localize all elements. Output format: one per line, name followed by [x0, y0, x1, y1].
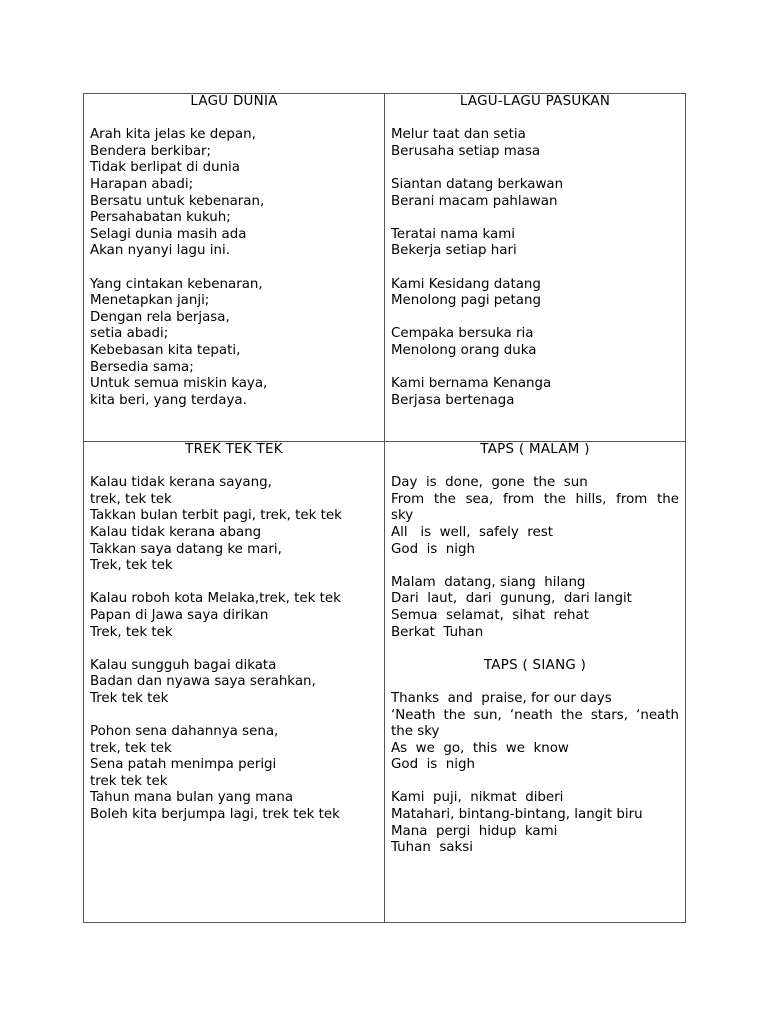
lyric-line: Kami puji, nikmat diberi — [391, 790, 564, 806]
cell-taps — [385, 442, 686, 923]
lyric-line: Kami Kesidang datang — [391, 276, 541, 292]
lyric-line: Tidak berlipat di dunia — [90, 160, 240, 176]
lyric-line: Dari laut, dari gunung, dari langit — [391, 591, 632, 607]
songs-table — [83, 93, 686, 923]
lyric-line: trek, tek tek — [90, 491, 172, 507]
lyric-line: Thanks and praise, for our days — [391, 690, 612, 706]
lyric-line: Bersedia sama; — [90, 359, 194, 375]
lyric-line: Yang cintakan kebenaran, — [90, 276, 263, 292]
lyric-line: Menolong orang duka — [391, 342, 537, 358]
lyric-line: Siantan datang berkawan — [391, 176, 564, 192]
lyrics-taps-siang — [391, 691, 679, 857]
song-title-lagu-dunia: LAGU DUNIA — [190, 94, 278, 109]
lyric-line: Tuhan saksi — [391, 840, 473, 856]
cell-lagu-lagu-pasukan — [385, 94, 686, 442]
lyric-line: Malam datang, siang hilang — [391, 574, 586, 590]
song-title-taps-malam: TAPS ( MALAM ) — [480, 442, 590, 457]
lyric-line: Matahari, bintang-bintang, langit biru — [391, 807, 643, 823]
lyric-line: sky — [391, 508, 414, 524]
lyric-line: God is nigh — [391, 757, 475, 773]
song-title-lagu-lagu-pasukan: LAGU-LAGU PASUKAN — [459, 94, 611, 109]
lyric-line: Arah kita jelas ke depan, — [90, 127, 256, 143]
lyric-line: Trek, tek tek — [90, 624, 173, 640]
lyric-line: Tahun mana bulan yang mana — [90, 790, 294, 806]
lyric-line: Selagi dunia masih ada — [90, 226, 247, 242]
lyric-line: Kalau tidak kerana abang — [90, 524, 262, 540]
lyric-line: Boleh kita berjumpa lagi, trek tek tek — [90, 807, 340, 823]
lyric-line: Untuk semua miskin kaya, — [90, 376, 268, 392]
lyric-line: Bersatu untuk kebenaran, — [90, 193, 265, 209]
lyric-line: All is well, safely rest — [391, 524, 553, 540]
lyric-line: Menetapkan janji; — [90, 293, 210, 309]
lyric-line: Persahabatan kukuh; — [90, 210, 231, 226]
lyric-line: Pohon sena dahannya sena, — [90, 724, 279, 740]
lyric-line: Badan dan nyawa saya serahkan, — [90, 674, 316, 690]
lyric-line: Berkat Tuhan — [391, 624, 484, 640]
lyric-line: Kalau roboh kota Melaka,trek, tek tek — [90, 591, 341, 607]
lyric-line: Bekerja setiap hari — [391, 243, 517, 259]
lyric-line: Kalau tidak kerana sayang, — [90, 475, 272, 491]
lyric-line: Harapan abadi; — [90, 176, 194, 192]
lyric-line: Dengan rela berjasa, — [90, 309, 230, 325]
lyric-line: Akan nyanyi lagu ini. — [90, 243, 230, 259]
lyric-line: Day is done, gone the sun — [391, 475, 588, 491]
lyric-line: Cempaka bersuka ria — [391, 326, 534, 342]
lyrics-trek-tek-tek — [90, 475, 378, 823]
lyric-line: Berusaha setiap masa — [391, 143, 541, 159]
lyric-line: trek tek tek — [90, 773, 168, 789]
lyric-line: trek, tek tek — [90, 740, 172, 756]
lyric-line: ‘Neath the sun, ‘neath the stars, ‘neath — [391, 707, 679, 723]
lyric-line: Takkan bulan terbit pagi, trek, tek tek — [90, 508, 342, 524]
lyric-line: Trek tek tek — [90, 690, 169, 706]
lyric-line: Kebebasan kita tepati, — [90, 342, 241, 358]
lyrics-lagu-dunia — [90, 127, 378, 409]
lyric-line: Semua selamat, sihat rehat — [391, 607, 589, 623]
lyric-line: setia abadi; — [90, 326, 169, 342]
song-title-trek-tek-tek: TREK TEK TEK — [185, 442, 283, 457]
cell-lagu-dunia — [84, 94, 385, 442]
lyric-line: God is nigh — [391, 541, 475, 557]
lyric-line: Takkan saya datang ke mari, — [90, 541, 282, 557]
lyric-line: kita beri, yang terdaya. — [90, 392, 247, 408]
cell-trek-tek-tek — [84, 442, 385, 923]
lyric-line: Trek, tek tek — [90, 558, 173, 574]
lyrics-taps-malam — [391, 475, 679, 641]
lyric-line: Papan di Jawa saya dirikan — [90, 607, 269, 623]
lyric-line: Berjasa bertenaga — [391, 392, 515, 408]
lyric-line: Berani macam pahlawan — [391, 193, 558, 209]
lyric-line: Menolong pagi petang — [391, 293, 541, 309]
lyric-line: Teratai nama kami — [391, 226, 515, 242]
lyric-line: Kalau sungguh bagai dikata — [90, 657, 277, 673]
lyric-line: As we go, this we know — [391, 740, 569, 756]
lyric-line: Kami bernama Kenanga — [391, 376, 552, 392]
lyric-line: Mana pergi hidup kami — [391, 823, 558, 839]
lyric-line: Melur taat dan setia — [391, 127, 526, 143]
lyric-line: From the sea, from the hills, from the — [391, 491, 679, 507]
lyric-line: Sena patah menimpa perigi — [90, 757, 277, 773]
lyric-line: the sky — [391, 724, 440, 740]
lyrics-lagu-lagu-pasukan — [391, 127, 679, 409]
song-title-taps-siang: TAPS ( SIANG ) — [483, 657, 587, 673]
lyric-line: Bendera berkibar; — [90, 143, 212, 159]
